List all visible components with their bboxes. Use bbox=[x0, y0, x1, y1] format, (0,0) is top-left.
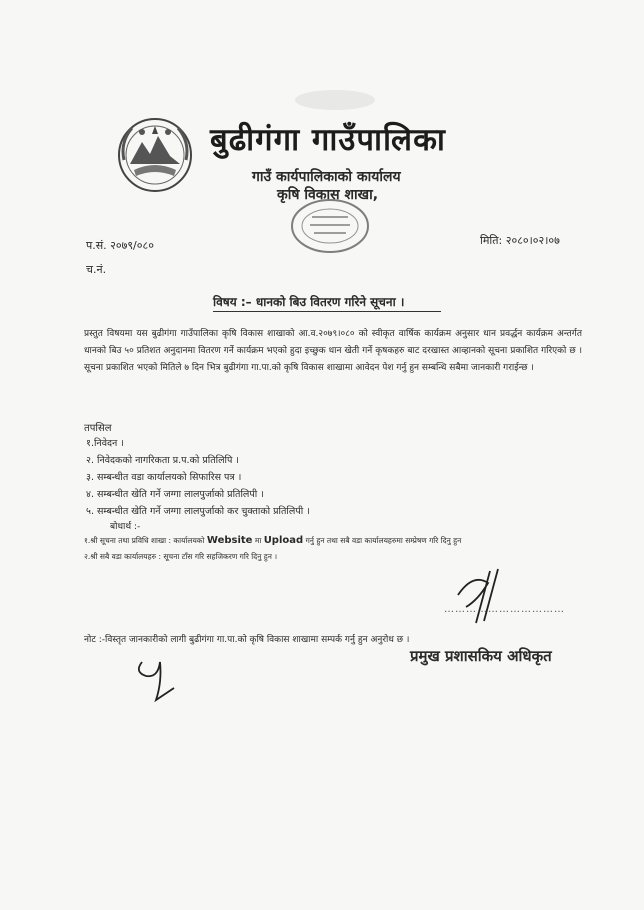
letter-date: मिति: २०८०।०२।०७ bbox=[480, 234, 560, 247]
dispatch-number: च.नं. bbox=[86, 263, 107, 276]
details-item: ३. सम्बन्धीत वडा कार्यालयको सिफारिस पत्र । bbox=[86, 472, 242, 483]
scan-smudge bbox=[290, 85, 380, 115]
details-item: ५. सम्बन्धीत खेति गर्ने जग्गा लालपुर्जाको कर चुक्ताको प्रतिलिपी । bbox=[86, 506, 310, 517]
details-item: ४. सम्बन्धीत खेति गर्ने जग्गा लालपुर्जाको प्रतिलिपी । bbox=[86, 489, 264, 500]
cc-website-word: Website bbox=[206, 535, 253, 546]
details-item: १.निवेदन । bbox=[86, 438, 124, 449]
cc-line-1-prefix: १.श्री सूचना तथा प्रविधि शाखा : कार्यालयको bbox=[84, 536, 205, 545]
cc-line-1-mid: मा bbox=[254, 536, 262, 545]
signature-dotted-line: …………………………… bbox=[444, 604, 565, 615]
subject-line: विषय :– धानको बिउ वितरण गरिने सूचना । bbox=[213, 295, 405, 309]
cc-line-1 bbox=[84, 535, 461, 546]
branch-subtitle: कृषि विकास शाखा, bbox=[277, 187, 379, 203]
nepal-emblem-logo bbox=[112, 112, 198, 198]
handwritten-signature bbox=[128, 648, 188, 708]
cc-line-2: २.श्री सबै वडा कार्यालयहरु : सूचना टाँस गरि सहजिकरण गरि दिनु हुन । bbox=[84, 552, 278, 561]
officer-designation: प्रमुख प्रशासकिय अधिकृत bbox=[410, 647, 552, 665]
footer-note: नोट :-विस्तृत जानकारीको लागी बुढीगंगा गा.पा.को कृषि विकास शाखामा सम्पर्क गर्नु हुन अनुरोध छ । bbox=[84, 635, 410, 645]
notice-paragraph: प्रस्तुत विषयमा यस बुढीगंगा गाउँपालिका कृषि विकास शाखाको आ.व.२०७९।०८० को स्वीकृत वार्षिक कार्यक्रम अनुसार धान प्रवर्द्धन कार्यक्रम अन्तर्गत धानको बिउ ५० प्रतिशत अनुदानमा वितरण गर्ने कार्यक्रम भएको हुदा इच्छुक धान खेती गर्ने कृषकहरु बाट दरखास्त आव्हानको सूचना प्रकाशित गरिएको छ । सूचना प्रकाशित भएको मितिले ७ दिन भित्र बुढीगंगा गा.पा.को कृषि विकास शाखामा आवेदन पेश गर्नु हुन सम्बन्धि सबैमा जानकारी गराईन्छ । bbox=[84, 329, 582, 373]
details-heading: तपसिल bbox=[84, 423, 112, 434]
letter-number: प.सं. २०७९/०८० bbox=[86, 239, 154, 252]
subject-underline bbox=[213, 311, 441, 312]
cc-line-1-suffix: गर्नु हुन तथा सबै वडा कार्यालयहरुमा सम्प्रेषण गरि दिनु हुन bbox=[305, 536, 462, 545]
cc-upload-word: Upload bbox=[263, 535, 304, 546]
cc-heading: बोधार्थ :- bbox=[110, 522, 141, 532]
officer-signature bbox=[418, 565, 528, 625]
office-subtitle: गाउँ कार्यपालिकाको कार्यालय bbox=[252, 169, 401, 185]
office-stamp bbox=[282, 195, 378, 257]
details-item: २. निवेदकको नागरिकता प्र.प.को प्रतिलिपि । bbox=[86, 455, 240, 466]
municipality-title: बुढीगंगा गाउँपालिका bbox=[210, 122, 446, 158]
